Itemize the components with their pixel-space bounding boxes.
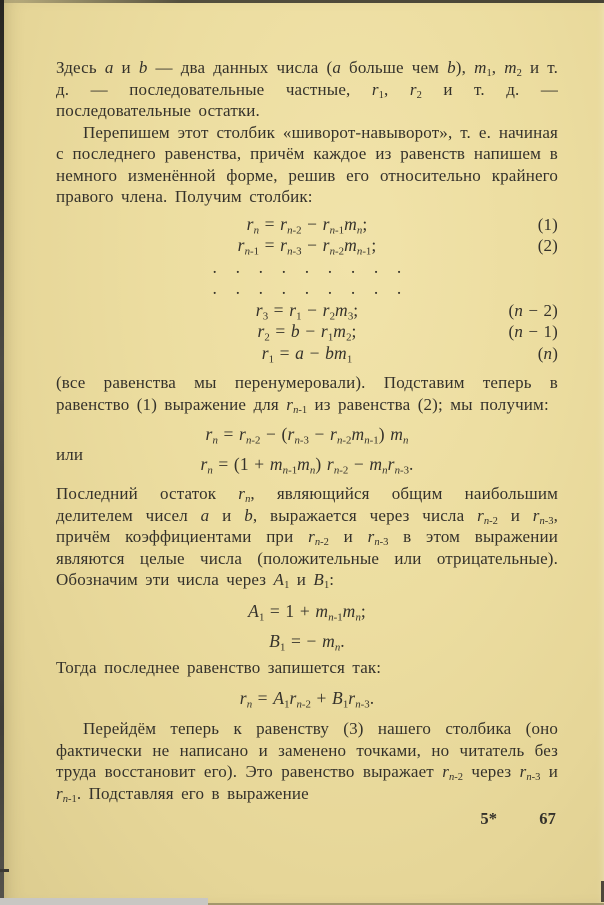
equation-row [56, 321, 558, 343]
connector-or: или [56, 445, 84, 464]
page-edge-bottom [0, 898, 208, 905]
scan-left-dash [0, 869, 9, 872]
equation-row [56, 257, 558, 279]
paragraph-renumbered: (все равенства мы перенумеровали). Подставим теперь в равенство (1) выражение для $r_{n-1}$ из равенства (2); мы получим: [56, 373, 558, 416]
equation-substitution-2: $r_n = (1 + m_{n-1}m_n) r_{n-2} - m_nr_{n-3}$. [200, 454, 414, 477]
equation-row [56, 214, 558, 236]
equation-number: (n − 1) [508, 322, 558, 341]
equation-substitution-1: $r_n = r_{n-2} - (r_{n-3} - r_{n-2}m_{n-1})$ $m_n$ [205, 424, 409, 447]
equation-column [56, 214, 558, 365]
equation-formula: $r_n = r_{n-2} - r_{n-1}m_n$; [246, 213, 368, 236]
equation-formula: $r_1 = a - bm_1$ [261, 342, 353, 365]
equation-number: (1) [537, 214, 558, 234]
paragraph-next-step: Перейдём теперь к равенству (3) нашего столбика (оно фактически не написано и заменено точками, но читатель без труда восстановит его). Это равенство выражает $r_{n-2}$ через $r_{n-3}$ и $r_{n-1}$. Подставляя его в выражение [56, 719, 558, 805]
equation-row [56, 343, 558, 365]
ellipsis-row: . . . . . . . . . [212, 256, 402, 277]
equation-final: $r_n = A_1r_{n-2} + B_1r_{n-3}$. [239, 688, 375, 711]
ellipsis-row: . . . . . . . . . [212, 278, 402, 298]
page-edge-left [0, 0, 4, 905]
equation-formula: $r_2 = b - r_1m_2$; [257, 321, 357, 344]
page-number: 67 [539, 809, 556, 828]
equation-formula: $r_3 = r_1 - r_2m_3$; [255, 299, 359, 322]
substitution-equations [56, 421, 558, 477]
page-footer [56, 808, 558, 830]
equation-formula: $r_{n-1} = r_{n-3} - r_{n-2}m_{n-1}$; [237, 235, 377, 258]
equation-coeff-B: $B_1$ = − $m_n$. [269, 630, 345, 653]
equation-number: (2) [537, 236, 558, 255]
equation-row [56, 278, 558, 300]
equation-number: (n − 2) [508, 300, 558, 320]
paragraph-intro: Здесь a и b — два данных числа (a больше чем b), $m_1$, $m_2$ и т. д. — последовательные частные, $r_1$, $r_2$ и т. д. — последовательные остатки. [56, 58, 559, 120]
paragraph-rewrite: Перепишем этот столбик «шиворот-навыворот», т. е. начиная с последнего равенства, причём каждое из равенств напишем в немного изменённой форме, решив его относительно крайнего правого члена. Получим столбик: [56, 122, 558, 206]
paragraph-then: Тогда последнее равенство запишется так: [56, 657, 382, 677]
equation-row [56, 300, 558, 322]
page-edge-top [0, 0, 604, 3]
equation-row [56, 235, 558, 257]
text-column [56, 57, 558, 830]
equation-coeff-A: $A_1 = 1 + m_{n-1}m_n$; [248, 600, 366, 623]
paragraph-last-remainder: Последний остаток $r_n$, являющийся общим наибольшим делителем чисел a и b, выражается через числа $r_{n-2}$ и $r_{n-3}$, причём коэффициентами при $r_{n-2}$ и $r_{n-3}$ в этом выражении являются целые числа (положительные или отрицательные). Обозначим эти числа через $A_1$ и $B_1$: [56, 484, 558, 592]
signature-mark: 5* [480, 809, 498, 828]
equation-number: (n) [537, 343, 558, 363]
